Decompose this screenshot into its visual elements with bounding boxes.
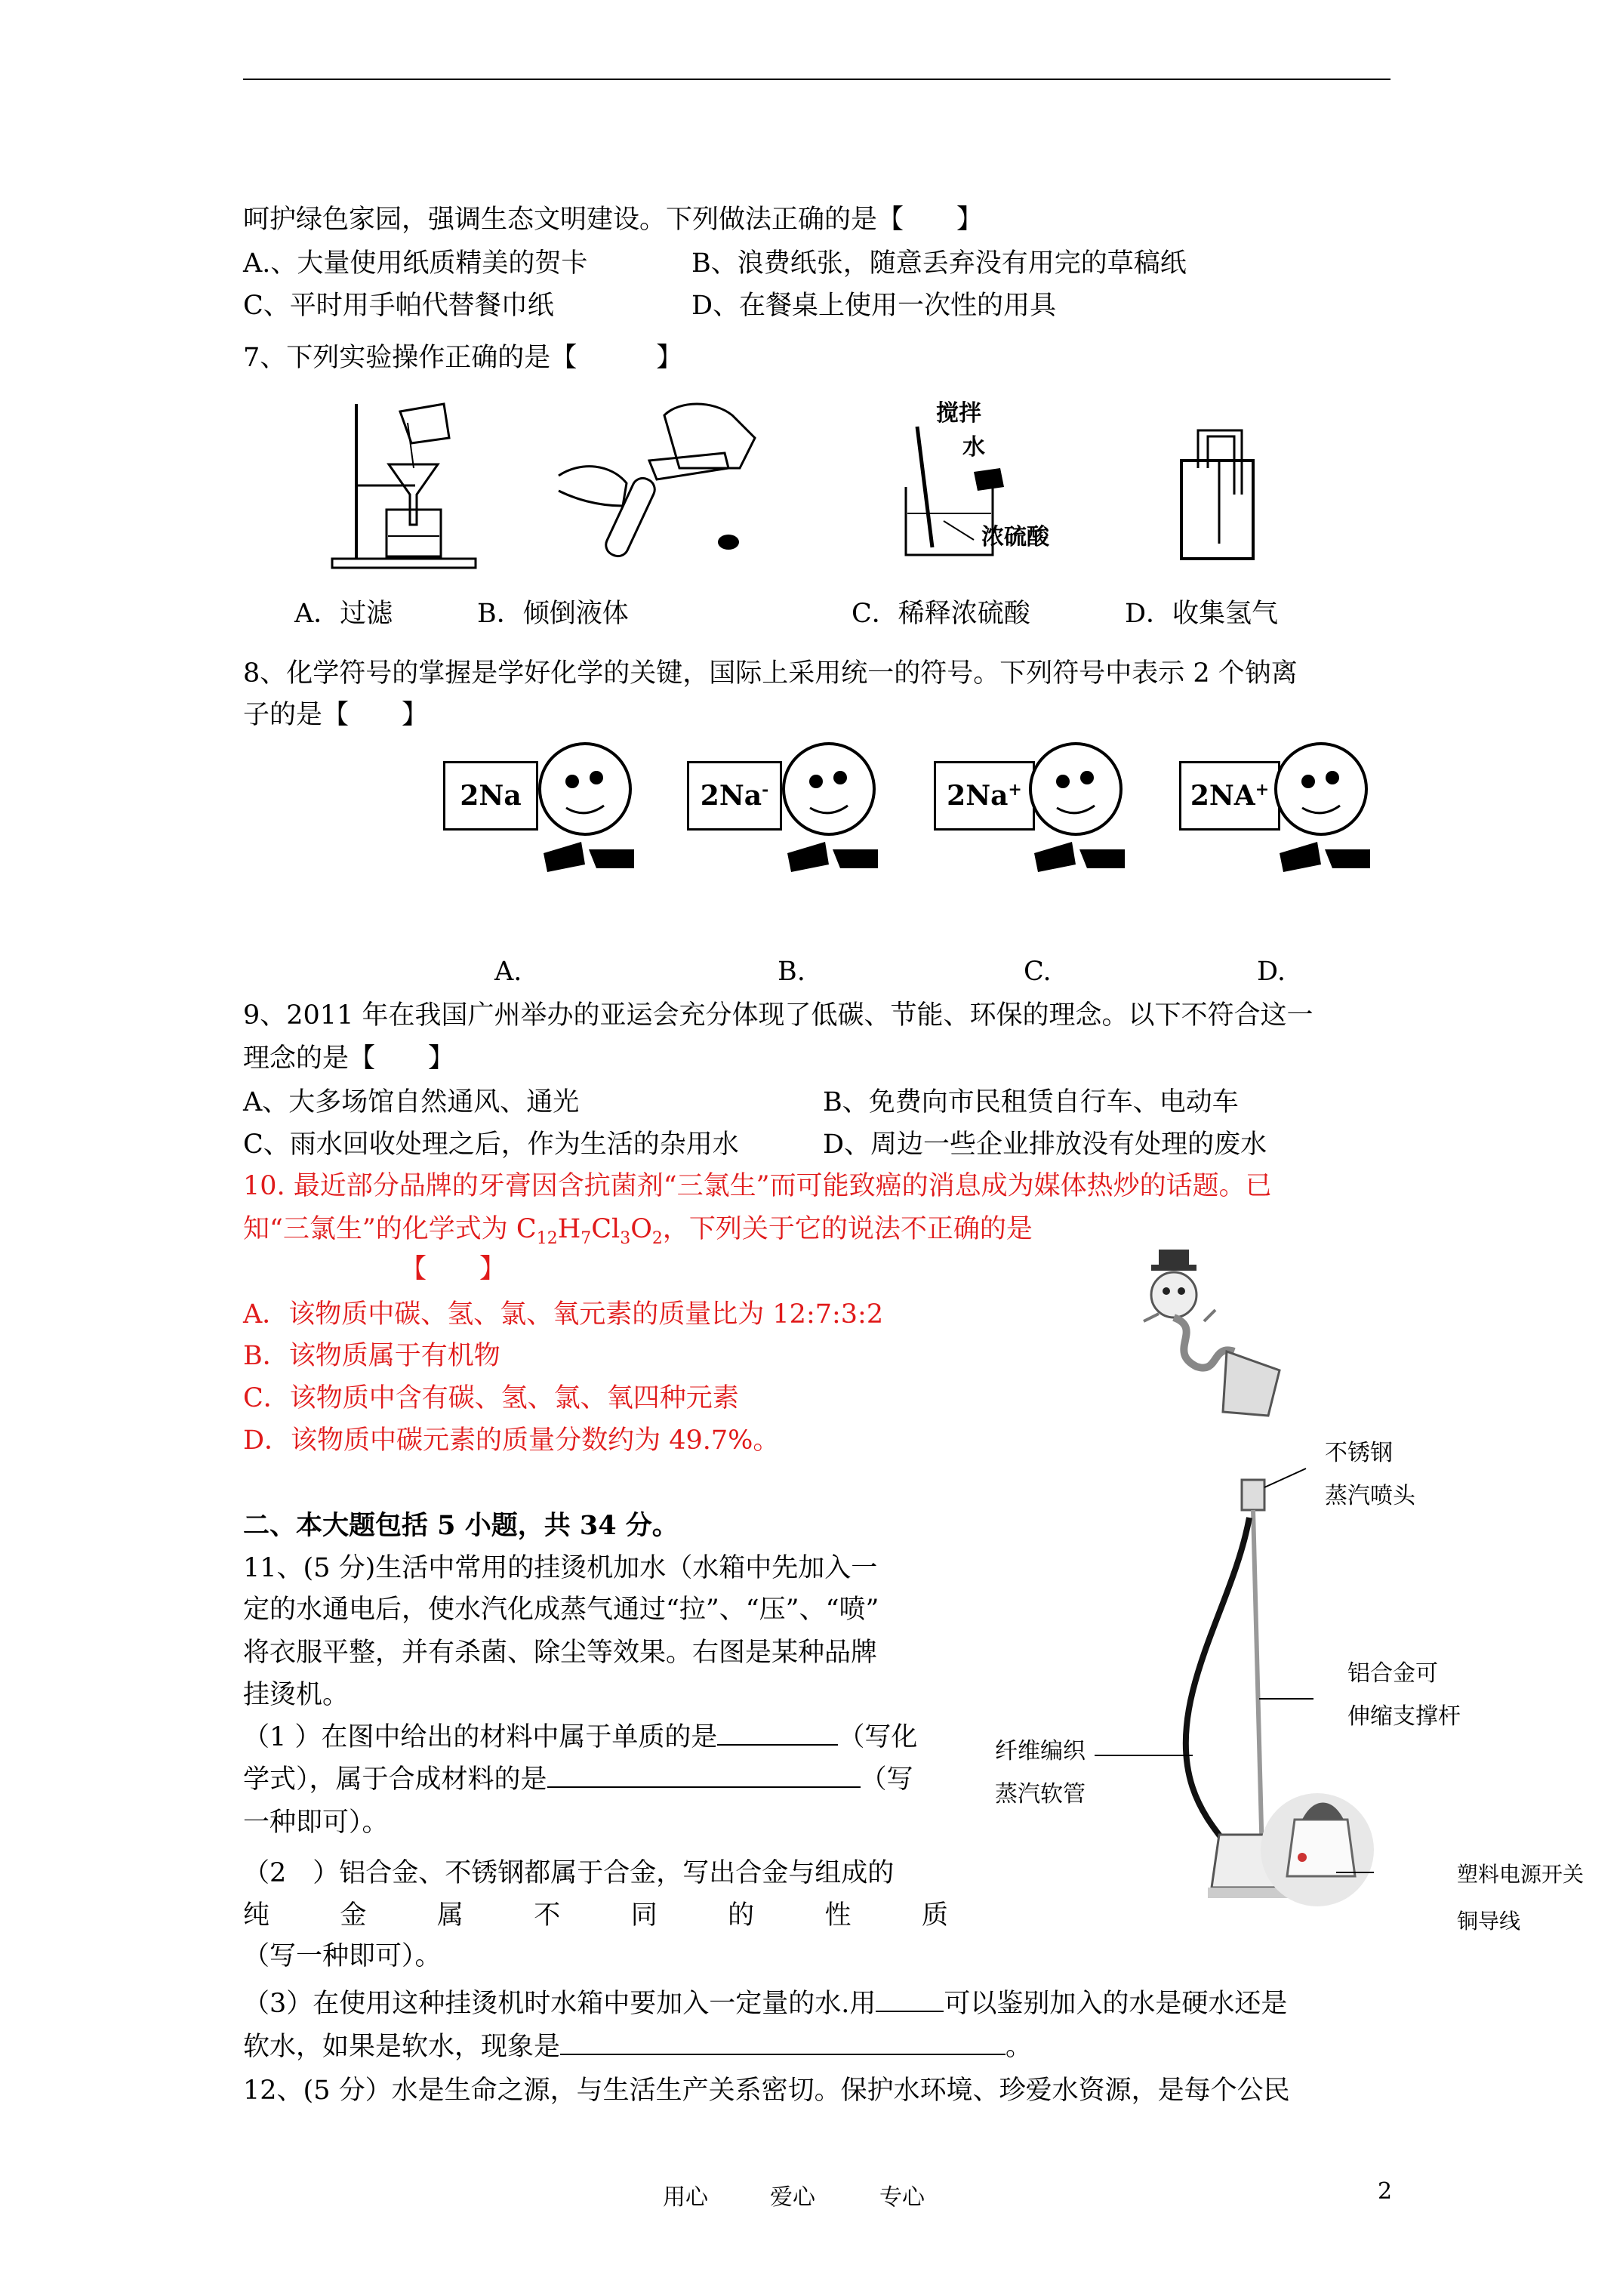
q7-option-a: A．过滤 [294, 599, 393, 629]
steamer-nozzle-label: 不锈钢 [1325, 1440, 1393, 1466]
q10-option-b: B．该物质属于有机物 [243, 1341, 500, 1371]
cartoon-character-icon [528, 736, 642, 880]
q6-option-d: D、在餐桌上使用一次性的用具 [691, 291, 1057, 321]
answer-blank[interactable] [560, 2028, 1006, 2055]
steamer-hose-label: 纤维编织 [995, 1738, 1086, 1764]
gas-collection-bottle-icon [1166, 423, 1272, 562]
q11-line1: 11、(5 分)生活中常用的挂烫机加水（水箱中先加入一 [243, 1553, 878, 1583]
q9-option-a: A、大多场馆自然通风、通光 [243, 1087, 580, 1117]
q9-option-b: B、免费向市民租赁自行车、电动车 [823, 1087, 1239, 1117]
q8-option-b: B. [778, 957, 805, 987]
toothpaste-cartoon-icon [1129, 1238, 1302, 1419]
q11-part1-line3: 一种即可）。 [243, 1808, 389, 1838]
q10-bracket: 【 】 [400, 1254, 507, 1284]
q10-line2: 知“三氯生”的化学式为 $C_{12}H_7Cl_3O_2$，下列关于它的说法不正确的是 [243, 1214, 1033, 1248]
header-rule [243, 79, 1390, 80]
symbol-b-card: 2Na- [687, 761, 782, 831]
stir-label: 搅拌 [936, 400, 981, 427]
water-label: 水 [962, 434, 985, 461]
q11-line3: 将衣服平整，并有杀菌、除尘等效果。右图是某种品牌 [243, 1638, 878, 1668]
answer-blank[interactable] [876, 1985, 944, 2012]
q7-option-b: B．倾倒液体 [477, 599, 629, 629]
q10-line1: 10. 最近部分品牌的牙膏因含抗菌剂“三氯生”而可能致癌的消息成为媒体热炒的话题。已 [243, 1171, 1272, 1201]
answer-blank[interactable] [547, 1761, 861, 1788]
steamer-switch-label: 塑料电源开关 [1457, 1862, 1585, 1887]
q6-option-b: B、浪费纸张，随意丢弃没有用完的草稿纸 [691, 248, 1187, 279]
cartoon-character-icon [772, 736, 885, 880]
steamer-nozzle-label: 蒸汽喷头 [1325, 1483, 1415, 1509]
symbol-a-card: 2Na [443, 761, 538, 831]
footer-text: 爱心 [770, 2184, 815, 2211]
q7-option-d: D．收集氢气 [1125, 599, 1279, 629]
q10-option-c: C．该物质中含有碳、氢、氯、氧四种元素 [243, 1383, 739, 1413]
q11-part2-line1: （2 ）铝合金、不锈钢都属于合金，写出合金与组成的 [243, 1858, 895, 1888]
symbol-c-card: 2Na+ [934, 761, 1035, 831]
q12-line1: 12、(5 分）水是生命之源，与生活生产关系密切。保护水环境、珍爱水资源，是每个公民 [243, 2076, 1290, 2106]
acid-label: 浓硫酸 [981, 524, 1049, 550]
page-number: 2 [1378, 2178, 1393, 2205]
q8-line1: 8、化学符号的掌握是学好化学的关键，国际上采用统一的符号。下列符号中表示 2 个钠离 [243, 658, 1298, 689]
garment-steamer-icon [981, 1465, 1389, 1933]
q9-line2: 理念的是【 】 [243, 1043, 455, 1074]
q11-line2: 定的水通电后，使水汽化成蒸气通过“拉”、“压”、“喷” [243, 1595, 879, 1625]
q9-option-d: D、周边一些企业排放没有处理的废水 [823, 1130, 1267, 1160]
q11-part3-line1: （3）在使用这种挂烫机时水箱中要加入一定量的水.用 可以鉴别加入的水是硬水还是 [243, 1983, 1287, 2025]
q8-option-d: D. [1257, 957, 1286, 987]
answer-blank[interactable] [717, 1718, 838, 1746]
q11-part2-line3: （写一种即可）。 [243, 1941, 442, 1971]
q8-option-c: C. [1024, 957, 1052, 987]
cartoon-character-icon [1264, 736, 1378, 880]
q6-option-a: A.、大量使用纸质精美的贺卡 [243, 248, 588, 279]
steamer-wire-label: 铜导线 [1457, 1909, 1521, 1934]
q6-option-c: C、平时用手帕代替餐巾纸 [243, 291, 554, 321]
section-2-heading: 二、本大题包括 5 小题，共 34 分。 [243, 1510, 679, 1541]
filtration-apparatus-icon [325, 396, 483, 574]
cartoon-character-icon [1019, 736, 1132, 880]
q8-line2: 子的是【 】 [243, 700, 429, 730]
q7-option-c: C．稀释浓硫酸 [852, 599, 1030, 629]
q11-part2-line2: 纯 金 属 不 同 的 性 质 [243, 1900, 948, 1931]
q11-part1-line2: 学式），属于合成材料的是 （写 [243, 1758, 913, 1801]
q11-part3-line2: 软水，如果是软水，现象是 。 [243, 2026, 1032, 2068]
steamer-rod-label: 伸缩支撑杆 [1347, 1703, 1461, 1730]
footer-text: 用心 [663, 2184, 708, 2211]
q11-part1-line1: （1 ）在图中给出的材料中属于单质的是 （写化 [243, 1716, 917, 1758]
q6-stem: 呵护绿色家园，强调生态文明建设。下列做法正确的是【 】 [243, 205, 984, 235]
steamer-rod-label: 铝合金可 [1347, 1660, 1438, 1687]
q7-stem: 7、下列实验操作正确的是【 】 [243, 343, 683, 373]
pouring-liquid-icon [551, 393, 770, 566]
q11-line4: 挂烫机。 [243, 1680, 350, 1710]
q9-line1: 9、2011 年在我国广州举办的亚运会充分体现了低碳、节能、环保的理念。以下不符合这一 [243, 1000, 1313, 1031]
steamer-hose-label: 蒸汽软管 [995, 1781, 1086, 1808]
q9-option-c: C、雨水回收处理之后，作为生活的杂用水 [243, 1130, 739, 1160]
footer-text: 专心 [879, 2184, 925, 2211]
symbol-d-card: 2NA+ [1179, 761, 1280, 831]
q10-option-d: D．该物质中碳元素的质量分数约为 49.7%。 [243, 1425, 780, 1456]
q8-option-a: A. [494, 957, 522, 987]
q10-option-a: A．该物质中碳、氢、氯、氧元素的质量比为 12:7:3:2 [243, 1299, 884, 1330]
